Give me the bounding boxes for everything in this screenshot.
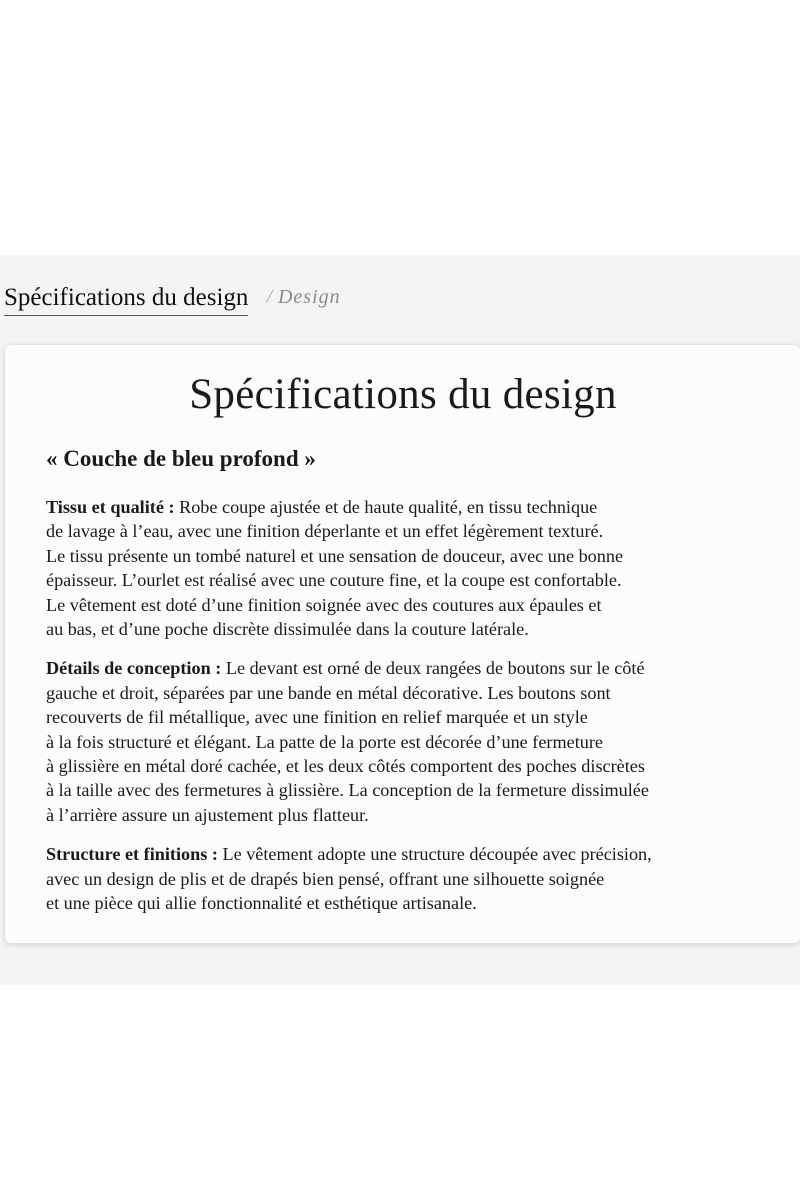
section-text: Le devant est orné de deux rangées de boutons sur le côté	[221, 658, 645, 679]
section-heading: Détails de conception :	[46, 658, 222, 679]
section-line: épaisseur. L’ourlet est réalisé avec une couture fine, et la coupe est confortable.	[46, 570, 622, 591]
section-line: gauche et droit, séparées par une bande en métal décorative. Les boutons sont	[46, 682, 611, 703]
section-line	[46, 656, 760, 680]
section-fabric-quality	[46, 495, 760, 641]
tab-separator: /	[266, 286, 272, 308]
section-design-details	[46, 656, 760, 827]
section-line: à glissière en métal doré cachée, et les deux côtés comportent des poches discrètes	[46, 756, 645, 777]
specifications-card	[5, 345, 800, 943]
tab-specifications[interactable]: Spécifications du design	[4, 284, 248, 316]
section-line: à la fois structuré et élégant. La patte de la porte est décorée d’une fermeture	[46, 731, 603, 752]
card-title: Spécifications du design	[189, 371, 617, 418]
section-line: de lavage à l’eau, avec une finition déperlante et un effet légèrement texturé.	[46, 521, 604, 542]
section-structure-finishes	[46, 842, 760, 915]
section-line: et une pièce qui allie fonctionnalité et esthétique artisanale.	[46, 893, 477, 914]
section-line: à la taille avec des fermetures à glissière. La conception de la fermeture dissimulée	[46, 780, 649, 801]
section-line: Le tissu présente un tombé naturel et une sensation de douceur, avec une bonne	[46, 545, 624, 566]
section-line	[46, 842, 760, 866]
section-text: Robe coupe ajustée et de haute qualité, en tissu technique	[174, 497, 598, 517]
section-text: Le vêtement adopte une structure découpée avec précision,	[217, 844, 652, 865]
section-line	[46, 495, 760, 519]
section-line: Le vêtement est doté d’une finition soignée avec des coutures aux épaules et	[46, 594, 602, 615]
section-line: à l’arrière assure un ajustement plus flatteur.	[46, 804, 369, 825]
section-line: avec un design de plis et de drapés bien pensé, offrant une silhouette soignée	[46, 868, 605, 889]
section-heading: Structure et finitions :	[46, 844, 218, 865]
section-heading: Tissu et qualité :	[46, 497, 175, 517]
tab-design[interactable]: Design	[277, 286, 341, 308]
section-line: au bas, et d’une poche discrète dissimulée dans la couture latérale.	[46, 619, 529, 640]
tab-bar	[4, 276, 341, 316]
card-subtitle: « Couche de bleu profond »	[46, 446, 316, 471]
section-line: recouverts de fil métallique, avec une finition en relief marquée et un style	[46, 707, 588, 728]
